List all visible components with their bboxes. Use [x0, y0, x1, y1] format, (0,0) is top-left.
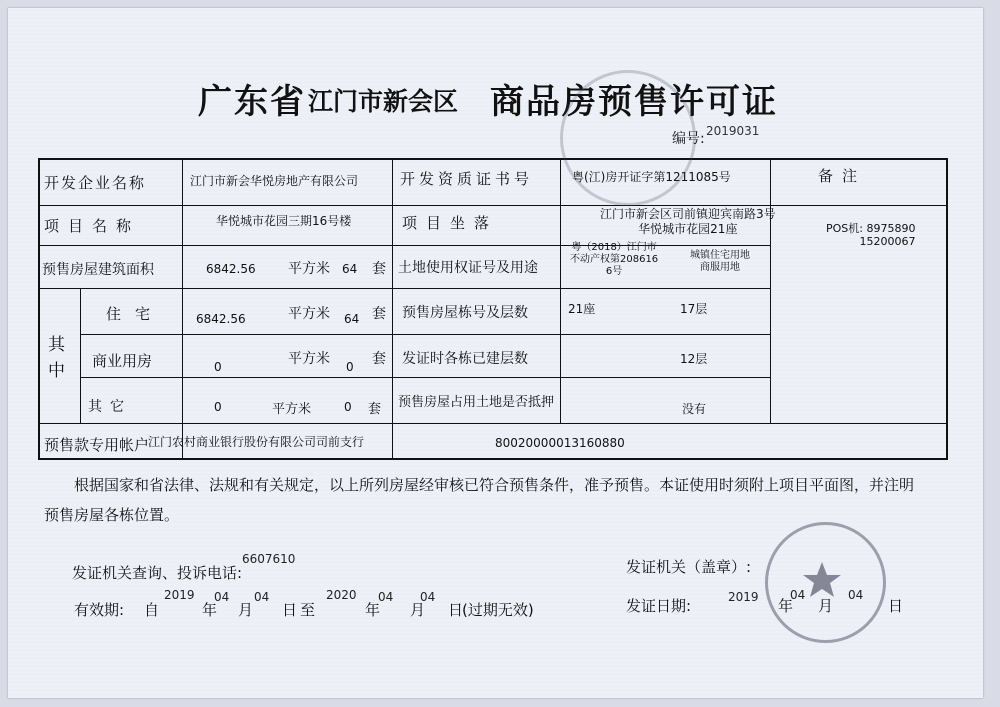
issue-date-label: 发证日期: — [626, 597, 692, 615]
residential-label: 住宅 — [106, 305, 165, 323]
row-divider — [80, 334, 770, 335]
account-bank: 江门农村商业银行股份有限公司司前支行 — [148, 435, 365, 449]
residential-area: 6842.56 — [196, 312, 246, 326]
other-sqm-unit: 平方米 — [272, 402, 312, 417]
issue-year: 2019 — [728, 590, 759, 604]
mortgage-label: 预售房屋占用土地是否抵押 — [398, 395, 555, 410]
valid-to-label: 至 — [300, 601, 316, 619]
row-divider — [38, 288, 770, 289]
valid-to-year: 2020 — [326, 588, 357, 602]
phone-value: 6607610 — [242, 552, 296, 566]
valid-to-day: 04 — [420, 590, 436, 604]
other-set-unit: 套 — [368, 402, 382, 417]
valid-to-day-char: 日 — [448, 601, 464, 619]
building-label: 预售房屋栋号及层数 — [402, 305, 528, 321]
table-border-right — [946, 158, 948, 460]
table-border-bottom — [38, 458, 948, 460]
official-seal-icon — [765, 522, 886, 643]
mortgage-value: 没有 — [682, 402, 707, 416]
land-cert-value: 粤（2018）江门市 不动产权第208616 6号 — [570, 242, 659, 277]
valid-from-year-char: 年 — [202, 601, 218, 619]
commercial-sqm-unit: 平方米 — [288, 351, 330, 367]
qualification-label: 开发资质证书号 — [400, 170, 534, 188]
valid-from-label: 自 — [144, 601, 160, 619]
other-area: 0 — [214, 400, 222, 414]
phone-label: 发证机关查询、投诉电话: — [72, 564, 243, 582]
valid-to-year-char: 年 — [365, 601, 381, 619]
issue-day: 04 — [848, 588, 864, 602]
location-value: 江门市新会区司前镇迎宾南路3号 华悦城市花园21座 — [600, 207, 776, 236]
account-number: 80020000013160880 — [495, 436, 625, 450]
title-city: 江门市新会区 — [308, 87, 459, 116]
residential-sqm-unit: 平方米 — [288, 306, 330, 322]
developer-value: 江门市新会华悦房地产有限公司 — [190, 174, 359, 188]
serial-value: 2019031 — [706, 124, 760, 138]
col-divider — [770, 158, 771, 423]
col-divider — [80, 288, 81, 423]
row-divider — [38, 245, 770, 246]
serial-label: 编号: — [672, 131, 705, 147]
row-divider — [38, 205, 946, 206]
issue-month-char: 月 — [818, 597, 834, 615]
remarks-label: 备注 — [818, 167, 867, 185]
issue-year-char: 年 — [778, 597, 794, 615]
valid-from-month-char: 月 — [238, 601, 254, 619]
title-document: 商品房预售许可证 — [490, 82, 778, 122]
statement-text: 根据国家和省法律、法规和有关规定，以上所列房屋经审核已符合预售条件，准予预售。本证使用时须附上项目平面图，并注明预售房屋各栋位置。 — [44, 476, 915, 524]
row-divider — [80, 377, 770, 378]
other-label: 其它 — [88, 399, 132, 415]
col-divider — [392, 158, 393, 458]
issue-month: 04 — [790, 588, 806, 602]
built-label: 发证时各栋已建层数 — [402, 351, 528, 367]
area-sqm-unit: 平方米 — [288, 261, 330, 277]
commercial-set-unit: 套 — [372, 351, 386, 367]
land-label: 土地使用权证号及用途 — [398, 260, 538, 276]
building-no: 21座 — [568, 302, 596, 316]
col-divider — [560, 158, 561, 423]
commercial-label: 商业用房 — [92, 352, 153, 370]
developer-label: 开发企业名称 — [44, 174, 147, 192]
residential-sets: 64 — [344, 312, 360, 326]
built-floors: 12层 — [680, 352, 708, 366]
account-label: 预售款专用帐户 — [44, 436, 150, 454]
title-province: 广东省 — [198, 82, 306, 122]
project-value: 华悦城市花园三期16号楼 — [216, 214, 352, 228]
issue-day-char: 日 — [888, 597, 904, 615]
area-sets-value: 64 — [342, 262, 358, 276]
table-border-left — [38, 158, 40, 460]
commercial-area: 0 — [214, 360, 222, 374]
authority-label: 发证机关（盖章）: — [626, 558, 752, 576]
location-label: 项目坐落 — [402, 214, 499, 232]
other-sets: 0 — [344, 400, 352, 414]
expired-note: (过期无效) — [462, 601, 534, 619]
residential-set-unit: 套 — [372, 306, 386, 322]
seal-star-icon — [765, 522, 880, 637]
building-floors: 17层 — [680, 302, 708, 316]
col-divider — [182, 158, 183, 458]
valid-from-month: 04 — [214, 590, 230, 604]
valid-label: 有效期: — [74, 601, 125, 619]
land-use-value: 城镇住宅用地 商服用地 — [690, 250, 750, 273]
among-label: 其中 — [48, 335, 65, 381]
commercial-sets: 0 — [346, 360, 354, 374]
row-divider — [38, 423, 946, 424]
area-set-unit: 套 — [372, 261, 386, 277]
valid-from-day-char: 日 — [282, 601, 298, 619]
valid-to-month: 04 — [378, 590, 394, 604]
qualification-value: 粤(江)房开证字第1211085号 — [572, 170, 731, 184]
project-label: 项目名称 — [44, 217, 141, 235]
remarks-value: POS机: 8975890 15200067 — [826, 222, 916, 248]
table-border-top — [38, 158, 948, 160]
area-value: 6842.56 — [206, 262, 256, 276]
valid-from-year: 2019 — [164, 588, 195, 602]
valid-to-month-char: 月 — [410, 601, 426, 619]
top-seal-icon — [560, 70, 696, 206]
area-label: 预售房屋建筑面积 — [42, 262, 154, 278]
valid-from-day: 04 — [254, 590, 270, 604]
